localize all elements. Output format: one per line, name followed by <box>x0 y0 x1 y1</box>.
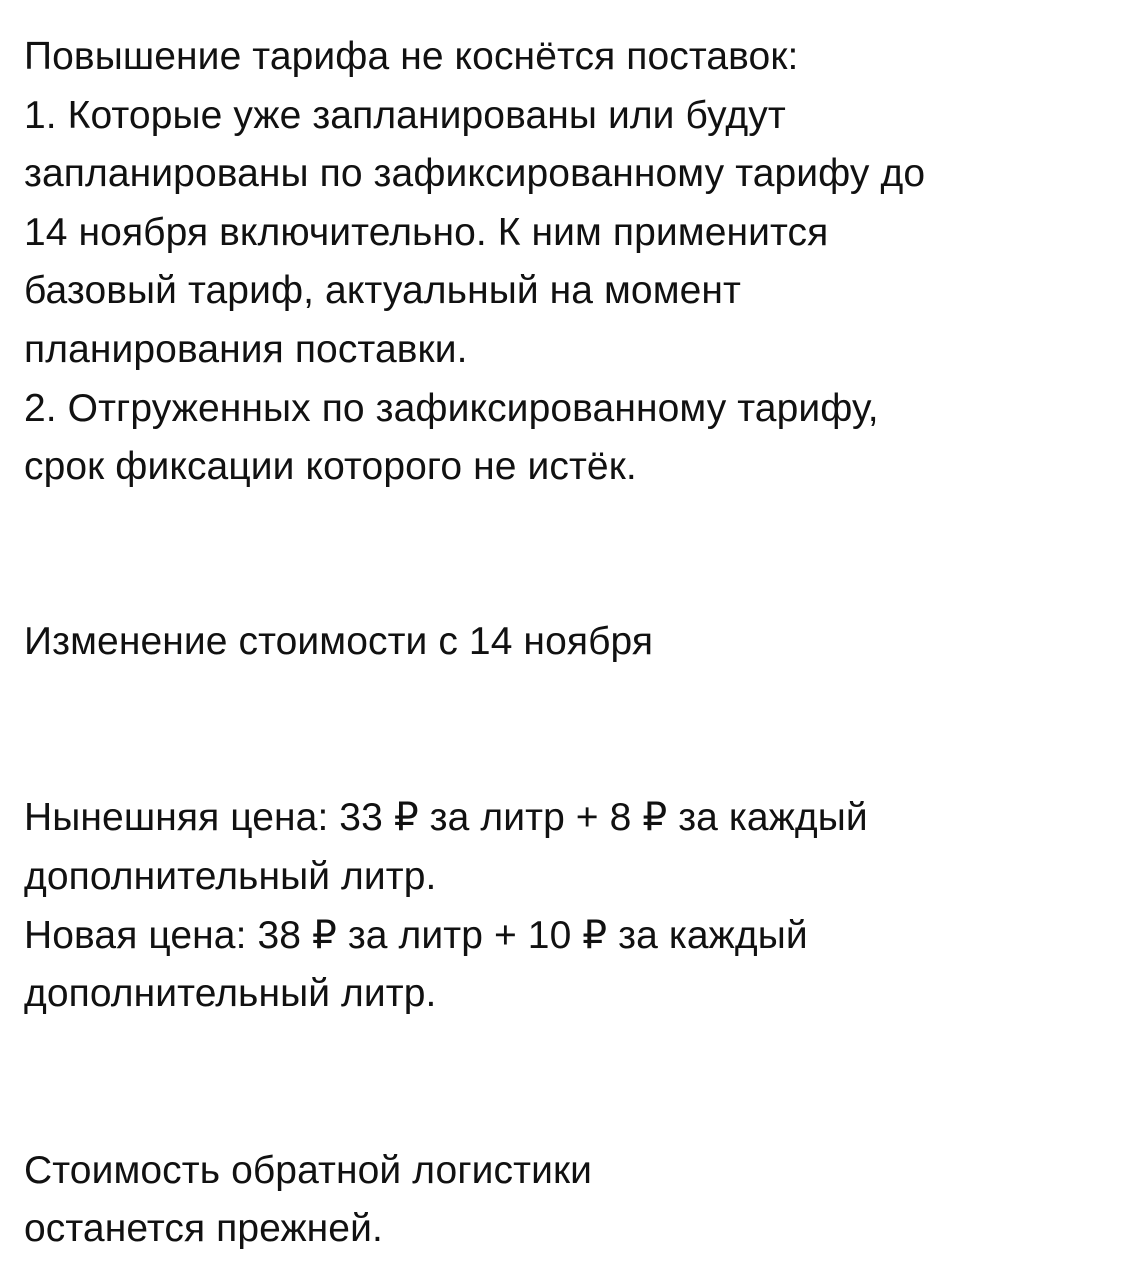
spacer <box>24 497 1124 613</box>
price-change-heading: Изменение стоимости с 14 ноября <box>24 619 654 663</box>
spacer <box>24 671 1124 789</box>
intro-paragraph <box>24 28 1124 497</box>
footer-line: останется прежней. <box>24 1207 383 1251</box>
document-text <box>24 28 1124 1259</box>
footer-line: Стоимость обратной логистики <box>24 1148 593 1192</box>
footer-paragraph <box>24 1142 1124 1259</box>
new-price-line: Новая цена: 38 ₽ за литр + 10 ₽ за каждый <box>24 913 808 957</box>
intro-line: 14 ноября включительно. К ним применится <box>24 210 829 254</box>
current-price-line: Нынешняя цена: 33 ₽ за литр + 8 ₽ за каждый <box>24 796 868 840</box>
intro-line: планирования поставки. <box>24 327 468 371</box>
prices-paragraph <box>24 789 1124 1023</box>
spacer <box>24 1024 1124 1142</box>
new-price-line: дополнительный литр. <box>24 972 437 1016</box>
intro-line: срок фиксации которого не истёк. <box>24 445 637 489</box>
intro-line: 1. Которые уже запланированы или будут <box>24 93 786 137</box>
intro-line: Повышение тарифа не коснётся поставок: <box>24 35 799 78</box>
intro-line: базовый тариф, актуальный на момент <box>24 269 742 313</box>
price-change-heading-block <box>24 613 1124 672</box>
intro-line: запланированы по зафиксированному тарифу до <box>24 152 926 196</box>
current-price-line: дополнительный литр. <box>24 854 437 898</box>
intro-line: 2. Отгруженных по зафиксированному тарифу, <box>24 386 879 430</box>
